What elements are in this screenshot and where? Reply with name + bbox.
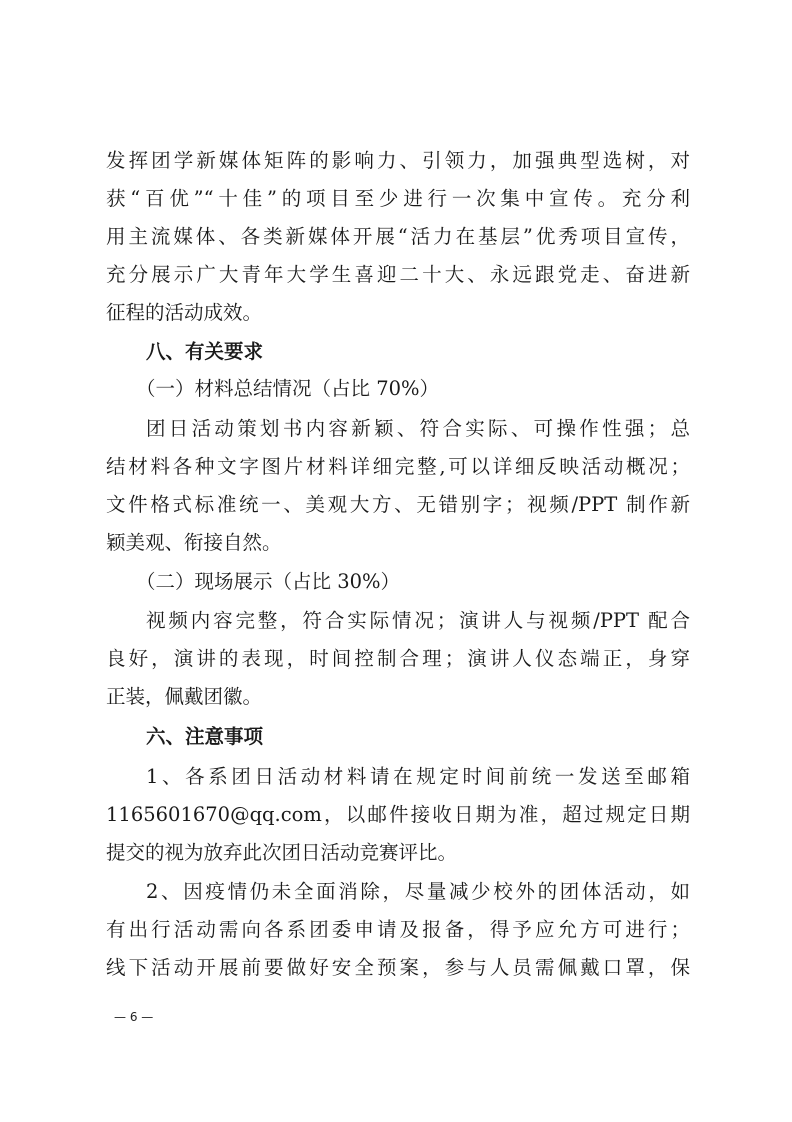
- page-number: — 6 —: [114, 1010, 154, 1024]
- paragraph-line: 1、各系团日活动材料请在规定时间前统一发送至邮箱: [146, 765, 690, 788]
- paragraph-line: 充分展示广大青年大学生喜迎二十大、永远跟党走、奋进新: [106, 263, 690, 286]
- subsection-title-presentation: （二）现场展示（占比 30%）: [136, 570, 401, 593]
- paragraph-line: 用主流媒体、各类新媒体开展“活力在基层”优秀项目宣传，: [106, 225, 690, 248]
- paragraph-line: 颖美观、衔接自然。: [106, 531, 282, 554]
- paragraph-line: 团日活动策划书内容新颖、符合实际、可操作性强；总: [146, 417, 690, 440]
- paragraph-line: 文件格式标准统一、美观大方、无错别字；视频/PPT 制作新: [106, 493, 690, 516]
- paragraph-line: 正装，佩戴团徽。: [106, 685, 263, 708]
- paragraph-line: 视频内容完整，符合实际情况；演讲人与视频/PPT 配合: [146, 609, 690, 632]
- paragraph-line: 线下活动开展前要做好安全预案，参与人员需佩戴口罩，保: [106, 956, 690, 979]
- paragraph-line: 提交的视为放弃此次团日活动竞赛评比。: [106, 841, 458, 864]
- paragraph-line: 获“百优”“十佳”的项目至少进行一次集中宣传。充分利: [106, 187, 690, 210]
- subsection-title-materials: （一）材料总结情况（占比 70%）: [136, 377, 440, 400]
- paragraph-line: 2、因疫情仍未全面消除，尽量减少校外的团体活动，如: [146, 880, 690, 903]
- paragraph-line: 良好，演讲的表现，时间控制合理；演讲人仪态端正，身穿: [106, 647, 690, 670]
- paragraph-line: 有出行活动需向各系团委申请及报备，得予应允方可进行；: [106, 918, 690, 941]
- section-heading-notes: 六、注意事项: [146, 725, 264, 748]
- paragraph-line: 征程的活动成效。: [106, 301, 263, 324]
- section-heading-requirements: 八、有关要求: [146, 340, 264, 363]
- paragraph-line: 发挥团学新媒体矩阵的影响力、引领力，加强典型选树，对: [106, 149, 690, 172]
- paragraph-line: 1165601670@qq.com，以邮件接收日期为准，超过规定日期: [106, 803, 690, 826]
- paragraph-line: 结材料各种文字图片材料详细完整,可以详细反映活动概况；: [106, 455, 690, 478]
